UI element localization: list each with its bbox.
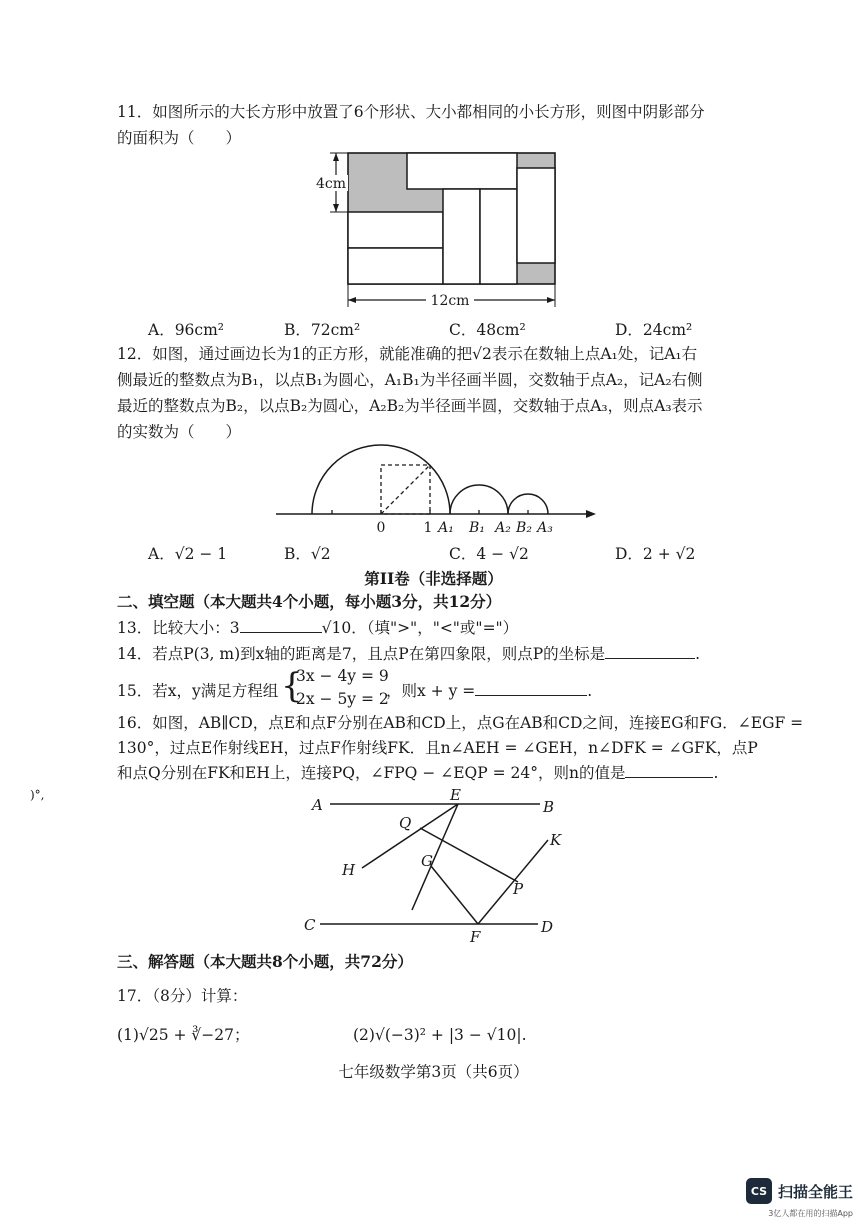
small-rect-top [407,153,517,189]
axis-label-a1: A₁ [438,520,454,536]
q16-answer-blank[interactable] [625,762,713,778]
q15-eq2: 2x − 5y = 2 [296,690,389,708]
small-rect-right [517,168,555,263]
q15-tail [386,680,592,702]
q12-option-d: D．2 + √2 [615,545,696,563]
q12-number-line-figure [270,440,600,540]
label-c: C [304,916,316,934]
q16-line3 [117,762,718,784]
q12-line4: 的实数为（ ） [117,423,242,441]
segment-pq [420,828,518,882]
scanner-tagline: 3亿人都在用的扫描App [768,1209,853,1218]
label-g: G [421,852,433,870]
q14-answer-blank[interactable] [605,643,695,659]
label-d: D [541,918,554,936]
label-a: A [312,796,323,814]
label-f: F [470,928,481,946]
q12-line2: 侧最近的整数点为B₁，以点B₁为圆心，A₁B₁为半径画半圆，交数轴于点A₂，记A₂右侧 [117,371,703,389]
axis-label-0: 0 [376,520,386,536]
axis-label-b1: B₁ [469,520,485,536]
scanner-logo-icon: CS [746,1178,772,1204]
label-b: B [543,798,555,816]
q13 [117,617,518,639]
q16-after: . [713,764,719,782]
q11-rectangles-figure [300,145,570,315]
q15-after: . [587,682,593,700]
axis-label-a2: A₂ [495,520,511,536]
q15-eq1: 3x − 4y = 9 [296,667,389,685]
q13-text: 13．比较大小：3 [117,619,240,637]
q13-after: √10．（填">"，"<"或"="） [321,619,519,637]
scanner-watermark [746,1178,853,1204]
scanner-app-name: 扫描全能王 [777,1182,853,1201]
q17-part2: (2)√(−3)² + |3 − √10|. [353,1026,527,1044]
shaded-region-right-bottom [517,263,555,284]
label-p: P [513,880,524,898]
q11-line2: 的面积为（ ） [117,129,242,147]
q11-option-d: D．24cm² [615,321,693,339]
q12-line3: 最近的整数点为B₂，以点B₂为圆心，A₂B₂为半径画半圆，交数轴于点A₃，则点A₃表示 [117,397,703,415]
q15-mid: ，则x + y = [386,682,476,700]
q16-line3-text: 和点Q分别在FK和EH上，连接PQ，∠FPQ − ∠EQP = 24°，则n的值是 [117,764,626,782]
page-footer: 七年级数学第3页（共6页） [338,1063,529,1081]
q15-answer-blank[interactable] [475,680,587,696]
q12-option-a: A．√2 − 1 [148,545,228,563]
q11-option-b: B．72cm² [284,321,361,339]
stray-mark: )°, [30,788,45,802]
label-h: H [342,861,356,879]
dim-width-label: 12cm [430,293,470,309]
section2-heading: 二、填空题（本大题共4个小题，每小题3分，共12分） [117,592,502,611]
small-rect-mid-1 [443,189,480,284]
q12-option-c: C．4 − √2 [449,545,529,563]
small-rect-left-1 [348,212,443,248]
section3-heading: 三、解答题（本大题共8个小题，共72分） [117,952,413,971]
q12-option-b: B．√2 [284,545,331,563]
q13-answer-blank[interactable] [240,617,322,633]
label-k: K [550,831,562,849]
q16-geometry-figure [300,782,580,947]
q11-option-a: A．96cm² [148,321,225,339]
section-title: 第II卷（非选择题） [364,569,503,588]
q11-option-c: C．48cm² [449,321,526,339]
label-q: Q [399,814,412,832]
q12-line1: 12．如图，通过画边长为1的正方形，就能准确的把√2表示在数轴上点A₁处，记A₁右 [117,345,698,363]
q11-line1: 11．如图所示的大长方形中放置了6个形状、大小都相同的小长方形，则图中阴影部分 [117,103,705,121]
q14 [117,643,700,665]
label-e: E [450,786,461,804]
small-rect-left-2 [348,248,443,284]
q17-part1: (1)√25 + ∛−27； [117,1026,250,1044]
dim-height-label: 4cm [315,176,347,192]
q17-title: 17．（8分）计算： [117,987,248,1005]
axis-label-a3: A₃ [537,520,553,536]
q15-text: 15．若x，y满足方程组 [117,682,279,700]
q16-line2: 130°，过点E作射线EH，过点F作射线FK．且n∠AEH = ∠GEH，n∠DFK = ∠GFK，点P [117,739,758,757]
q14-text: 14．若点P(3, m)到x轴的距离是7，且点P在第四象限，则点P的坐标是 [117,645,606,663]
axis-label-b2: B₂ [516,520,532,536]
segment-gf [431,866,478,924]
q16-line1: 16．如图，AB∥CD，点E和点F分别在AB和CD上，点G在AB和CD之间，连接EG和FG．∠EGF = [117,714,804,732]
small-rect-mid-2 [480,189,517,284]
q15-brace: { [281,666,303,706]
q14-after: . [695,645,701,663]
axis-label-1: 1 [423,520,433,536]
